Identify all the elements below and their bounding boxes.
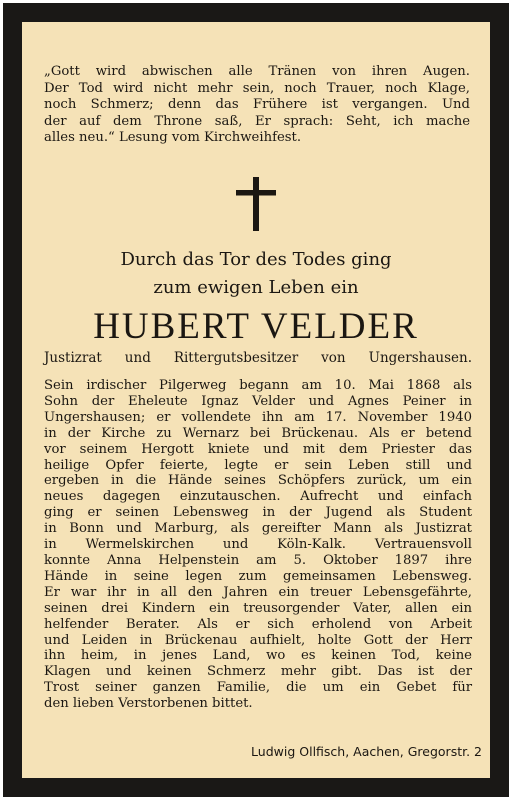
biography-line: Klagen und keinen Schmerz mehr gibt. Das ist der [44, 664, 472, 680]
biography-line: helfender Berater. Als er sich erholend von Arbeit [44, 616, 472, 632]
quote-line: noch Schmerz; denn das Frühere ist vergangen. Und [44, 97, 470, 112]
printer-imprint: Ludwig Ollfisch, Aachen, Gregorstr. 2 [251, 744, 482, 759]
heading-line-1: Durch das Tor des Todes ging [120, 249, 392, 270]
biography-line: den lieben Verstorbenen bittet. [44, 696, 253, 712]
deceased-title: Justizrat und Rittergutsbesitzer von Ungershausen. [44, 350, 472, 366]
biography-line: vor seinem Hergott kniete und mit dem Priester das [44, 441, 472, 457]
card-paper [22, 22, 490, 778]
biography-line: in der Kirche zu Wernarz bei Brückenau. Als er betend [44, 425, 472, 441]
biography-line: Er war ihr in all den Jahren ein treuer Lebensgefährte, [44, 584, 472, 600]
biography-line: Hände in seine legen zum gemeinsamen Lebensweg. [44, 568, 472, 584]
biography-line: in Bonn und Marburg, als gereifter Mann als Justizrat [44, 521, 472, 537]
biography-line: und Leiden in Brückenau aufhielt, holte Gott der Herr [44, 632, 472, 648]
quote-line: Der Tod wird nicht mehr sein, noch Trauer, noch Klage, [44, 80, 470, 96]
biography-line: ihn heim, in jenes Land, wo es keinen Tod, keine [44, 648, 472, 664]
quote-line: alles neu.“ Lesung vom Kirchweihfest. [44, 130, 302, 145]
biography-line: ging er seinen Lebensweg in der Jugend als Student [44, 505, 472, 521]
quote-line: „Gott wird abwischen alle Tränen von ihren Augen. [44, 64, 470, 79]
deceased-name: HUBERT VELDER [93, 306, 419, 347]
biography-line: ergeben in die Hände seines Schöpfers zurück, um ein [44, 473, 472, 489]
biography-line: Trost seiner ganzen Familie, die um ein Gebet für [44, 680, 472, 696]
biography-line: heilige Opfer feierte, legte er sein Leben still und [44, 457, 472, 473]
bible-quote [44, 64, 470, 147]
biography-line: Ungershausen; er vollendete ihn am 17. November 1940 [44, 409, 472, 425]
cross-icon [233, 175, 279, 233]
biography-line: neues dagegen einzutauschen. Aufrecht und einfach [44, 489, 472, 505]
biography-line: Sein irdischer Pilgerweg begann am 10. Mai 1868 als [44, 378, 472, 393]
biography-line: konnte Anna Helpenstein am 5. Oktober 1897 ihre [44, 552, 472, 568]
quote-line: der auf dem Throne saß, Er sprach: Seht, ich mache [44, 113, 470, 129]
biography-line: in Wermelskirchen und Köln-Kalk. Vertrauensvoll [44, 537, 472, 553]
biography [44, 378, 472, 712]
memorial-card [3, 3, 509, 797]
heading-line-2: zum ewigen Leben ein [153, 277, 359, 298]
biography-line: Sohn der Eheleute Ignaz Velder und Agnes Peiner in [44, 393, 472, 409]
biography-line: seinen drei Kindern ein treusorgender Vater, allen ein [44, 600, 472, 616]
